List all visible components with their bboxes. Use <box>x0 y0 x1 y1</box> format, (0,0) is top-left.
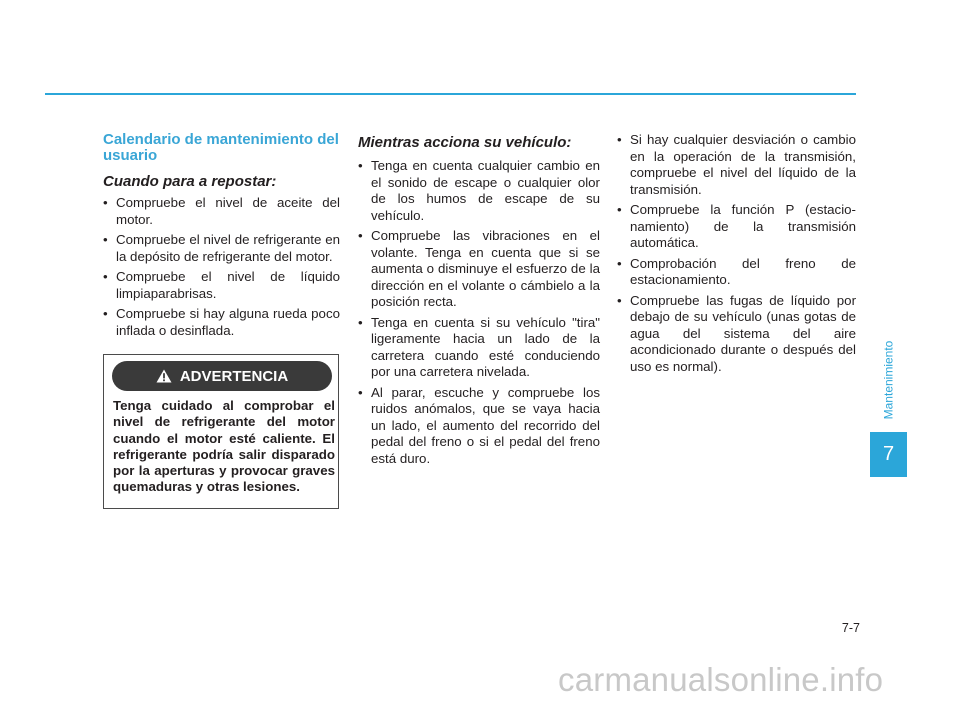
list-item: • Compruebe el nivel de refrigerante en la depósito de refrigerante del motor. <box>103 232 340 264</box>
list-item: • Compruebe el nivel de líquido limpiaparabrisas. <box>103 269 340 301</box>
column-1 <box>103 132 340 343</box>
list-item: • Compruebe las vibraciones en el volante. Tenga en cuenta que si se aumenta o disminuye el esfuerzo de la dirección en el volante o cámbielo a la posición recta. <box>358 228 600 309</box>
warning-triangle-icon <box>156 369 172 383</box>
list-item: • Si hay cualquier desviación o cambio en la operación de la transmisión, compruebe el nivel del líquido de la transmisión. <box>617 132 856 197</box>
bullet-icon: • <box>358 314 363 330</box>
refuel-checklist <box>103 195 340 339</box>
subsection-title-driving: Mientras acciona su vehículo: <box>358 134 572 151</box>
list-item: • Compruebe la función P (estacio-namiento) de la transmisión automática. <box>617 202 856 250</box>
warning-header <box>112 361 332 391</box>
section-title: Calendario de mantenimiento del usuario <box>103 131 339 164</box>
column-3 <box>617 132 856 379</box>
watermark: carmanualsonline.info <box>558 661 884 698</box>
bullet-icon: • <box>358 158 363 173</box>
bullet-icon: • <box>358 384 363 400</box>
bullet-icon: • <box>103 195 108 210</box>
list-item: • Al parar, escuche y compruebe los ruidos anómalos, que se vaya hacia un lado, el aumento del recorrido del pedal del freno o si el pedal del freno está duro. <box>358 384 600 466</box>
list-item: • Tenga en cuenta cualquier cambio en el sonido de escape o cualquier olor de los humos de escape de su vehículo. <box>358 158 600 223</box>
column-2 <box>358 134 600 471</box>
list-item: • Compruebe el nivel de aceite del motor. <box>103 195 340 227</box>
bullet-icon: • <box>358 228 363 243</box>
list-item: • Compruebe si hay alguna rueda poco inflada o desinflada. <box>103 306 340 338</box>
chapter-side-label: Mantenimiento <box>881 340 895 420</box>
bullet-icon: • <box>103 306 108 321</box>
page-number: 7-7 <box>841 621 860 635</box>
bullet-icon: • <box>103 269 108 284</box>
header-rule <box>45 93 856 95</box>
bullet-icon: • <box>617 255 622 271</box>
bullet-icon: • <box>103 232 108 247</box>
transmission-checklist <box>617 132 856 375</box>
warning-title: ADVERTENCIA <box>179 367 289 385</box>
bullet-icon: • <box>617 202 622 217</box>
warning-box <box>103 354 339 509</box>
subsection-title-refuel: Cuando para a repostar: <box>103 173 277 190</box>
chapter-tab: 7 <box>870 432 907 477</box>
list-item: • Comprobación del freno de estacionamiento. <box>617 255 856 287</box>
warning-text: Tenga cuidado al comprobar el nivel de refrigerante del motor cuando el motor esté caliente. El refrigerante podría salir disparado por la aperturas y provocar graves quemaduras y otras lesiones. <box>113 398 335 495</box>
list-item: • Tenga en cuenta si su vehículo "tira" ligeramente hacia un lado de la carretera cuando esté conduciendo por una carretera nivelada. <box>358 314 600 379</box>
driving-checklist <box>358 158 600 467</box>
bullet-icon: • <box>617 292 622 308</box>
bullet-icon: • <box>617 132 622 147</box>
list-item: • Compruebe las fugas de líquido por debajo de su vehículo (unas gotas de agua del sistema del aire acondicionado durante o después del uso es normal). <box>617 292 856 374</box>
